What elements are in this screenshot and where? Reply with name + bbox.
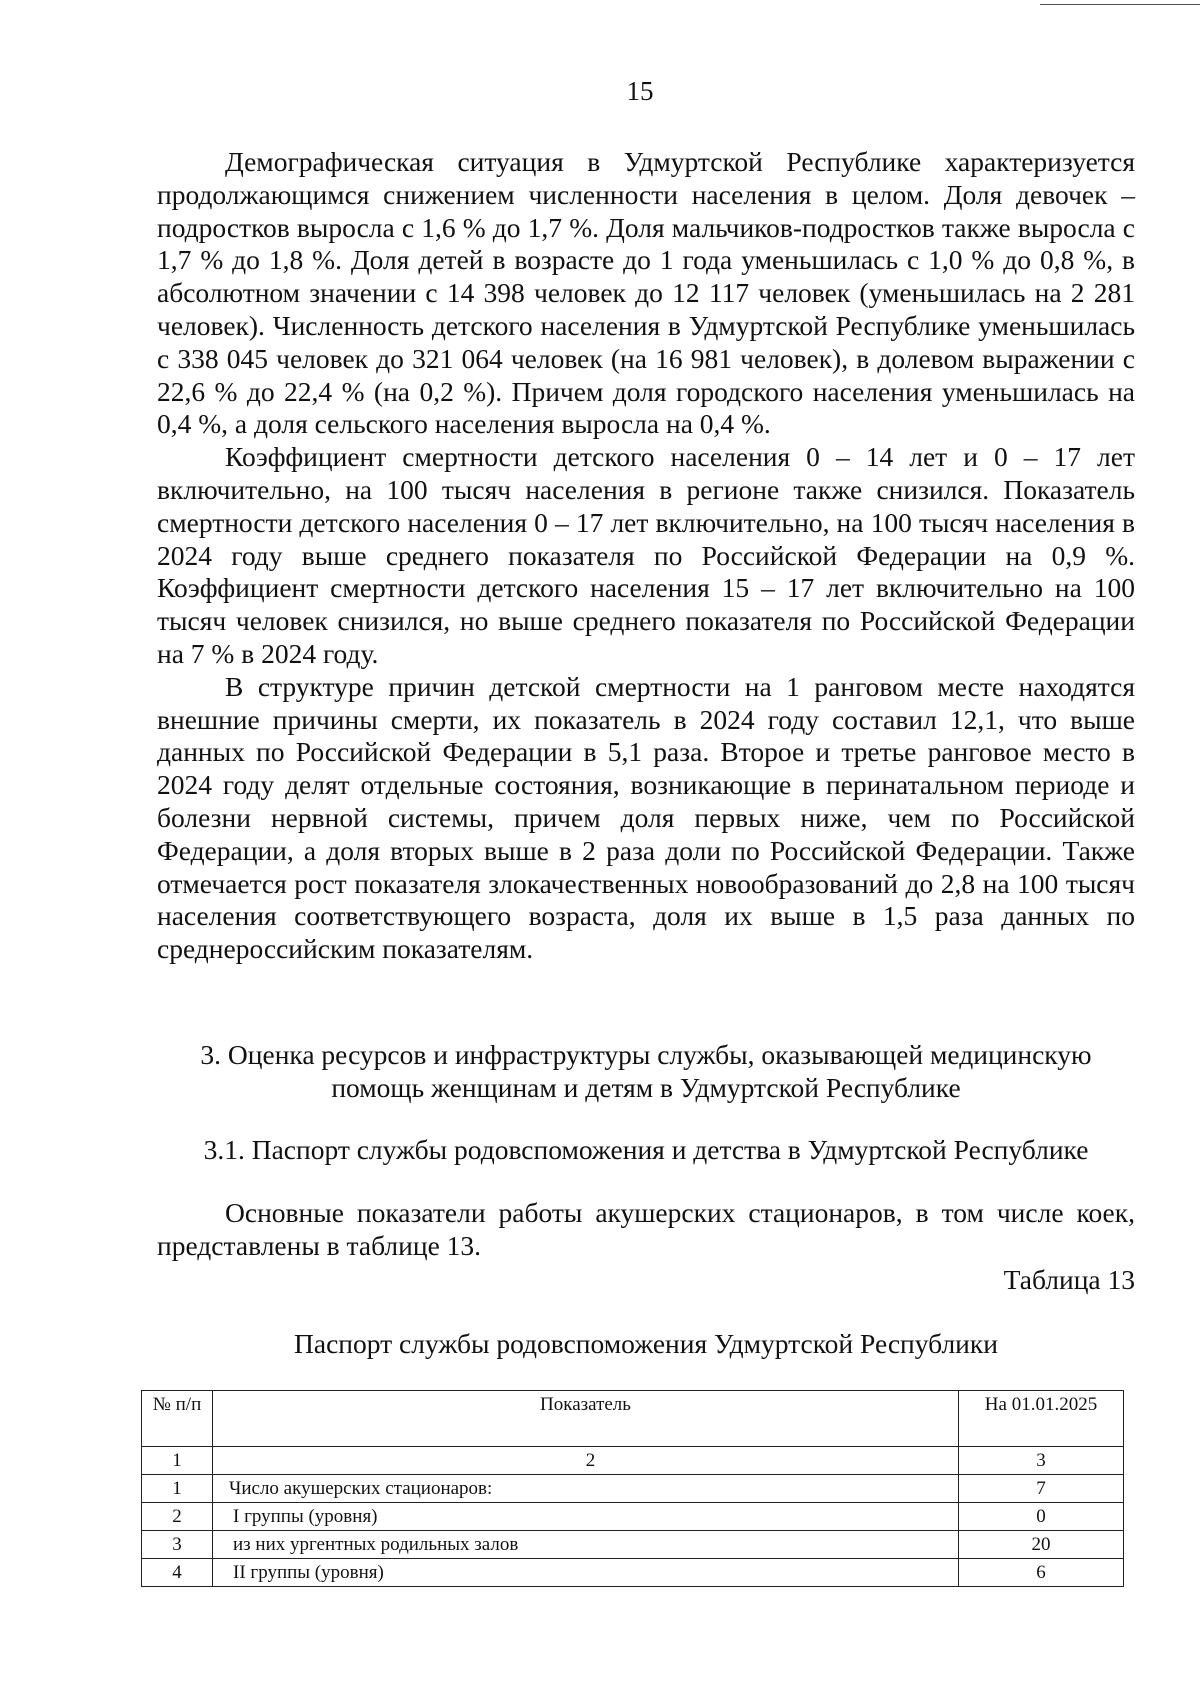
top-rule [1040, 4, 1200, 5]
row-number: 3 [142, 1531, 213, 1559]
table-title: Паспорт службы родовспоможения Удмуртской Республики [294, 1328, 998, 1359]
table-row [142, 1475, 1124, 1503]
row-number: 4 [142, 1559, 213, 1587]
header-number: № п/п [142, 1391, 213, 1447]
body-text [157, 146, 1135, 966]
row-value: 7 [959, 1475, 1124, 1503]
section-3-1-heading: 3.1. Паспорт службы родовспоможения и детства в Удмуртской Республике [203, 1134, 1089, 1165]
column-number-1: 1 [142, 1447, 213, 1475]
intro-paragraph: Основные показатели работы акушерских стационаров, в том числе коек, представлены в таблице 13. [157, 1197, 1135, 1261]
row-number: 1 [142, 1475, 213, 1503]
row-indicator: Число акушерских стационаров: [213, 1475, 959, 1503]
table-header-row [142, 1391, 1124, 1447]
row-value: 0 [959, 1503, 1124, 1531]
page-number: 15 [626, 76, 654, 106]
paragraph-demography: Демографическая ситуация в Удмуртской Республике характеризуется продолжающимся снижением численности населения в целом. Доля девочек – подростков выросла с 1,6 % до 1,7 %. Доля мальчиков-подростков также выросла с 1,7 % до 1,8 %. Доля детей в возрасте до 1 года уменьшилась с 1,0 % до 0,8 %, в абсолютном значении с 14 398 человек до 12 117 человек (уменьшилась на 2 281 человек). Численность детского населения в Удмуртской Республике уменьшилась с 338 045 человек до 321 064 человек (на 16 981 человек), в долевом выражении с 22,6 % до 22,4 % (на 0,2 %). Причем доля городского населения уменьшилась на 0,4 %, а доля сельского населения выросла на 0,4 %. [157, 146, 1135, 440]
row-indicator: из них ургентных родильных залов [213, 1531, 959, 1559]
section-3-heading: 3. Оценка ресурсов и инфраструктуры службы, оказывающей медицинскую помощь женщинам и детям в Удмуртской Республике [200, 1039, 1092, 1103]
paragraph-causes: В структуре причин детской смертности на 1 ранговом месте находятся внешние причины смерти, их показатель в 2024 году составил 12,1, что выше данных по Российской Федерации в 5,1 раза. Второе и третье ранговое место в 2024 году делят отдельные состояния, возникающие в перинатальном периоде и болезни нервной системы, причем доля первых ниже, чем по Российской Федерации, а доля вторых выше в 2 раза доли по Российской Федерации. Также отмечается рост показателя злокачественных новообразований до 2,8 на 100 тысяч населения соответствующего возраста, доля их выше в 1,5 раза данных по среднероссийским показателям. [157, 670, 1135, 965]
table-row [142, 1559, 1124, 1587]
table-row [142, 1503, 1124, 1531]
row-value: 6 [959, 1559, 1124, 1587]
row-indicator: II группы (уровня) [213, 1559, 959, 1587]
column-number-2: 2 [213, 1447, 959, 1475]
row-number: 2 [142, 1503, 213, 1531]
table-row [142, 1531, 1124, 1559]
table-label: Таблица 13 [1003, 1264, 1135, 1295]
row-value: 20 [959, 1531, 1124, 1559]
passport-table [141, 1390, 1124, 1587]
row-indicator: I группы (уровня) [213, 1503, 959, 1531]
intro-text [157, 1196, 1135, 1262]
column-number-3: 3 [959, 1447, 1124, 1475]
paragraph-mortality: Коэффициент смертности детского населения 0 – 14 лет и 0 – 17 лет включительно, на 100 тысяч населения в регионе также снизился. Показатель смертности детского населения 0 – 17 лет включительно, на 100 тысяч населения в 2024 году выше среднего показателя по Российской Федерации на 0,9 %. Коэффициент смертности детского населения 15 – 17 лет включительно на 100 тысяч человек снизился, но выше среднего показателя по Российской Федерации на 7 % в 2024 году. [157, 441, 1135, 669]
header-date: На 01.01.2025 [959, 1391, 1124, 1447]
column-numbers-row [142, 1447, 1124, 1475]
header-indicator: Показатель [213, 1391, 959, 1447]
